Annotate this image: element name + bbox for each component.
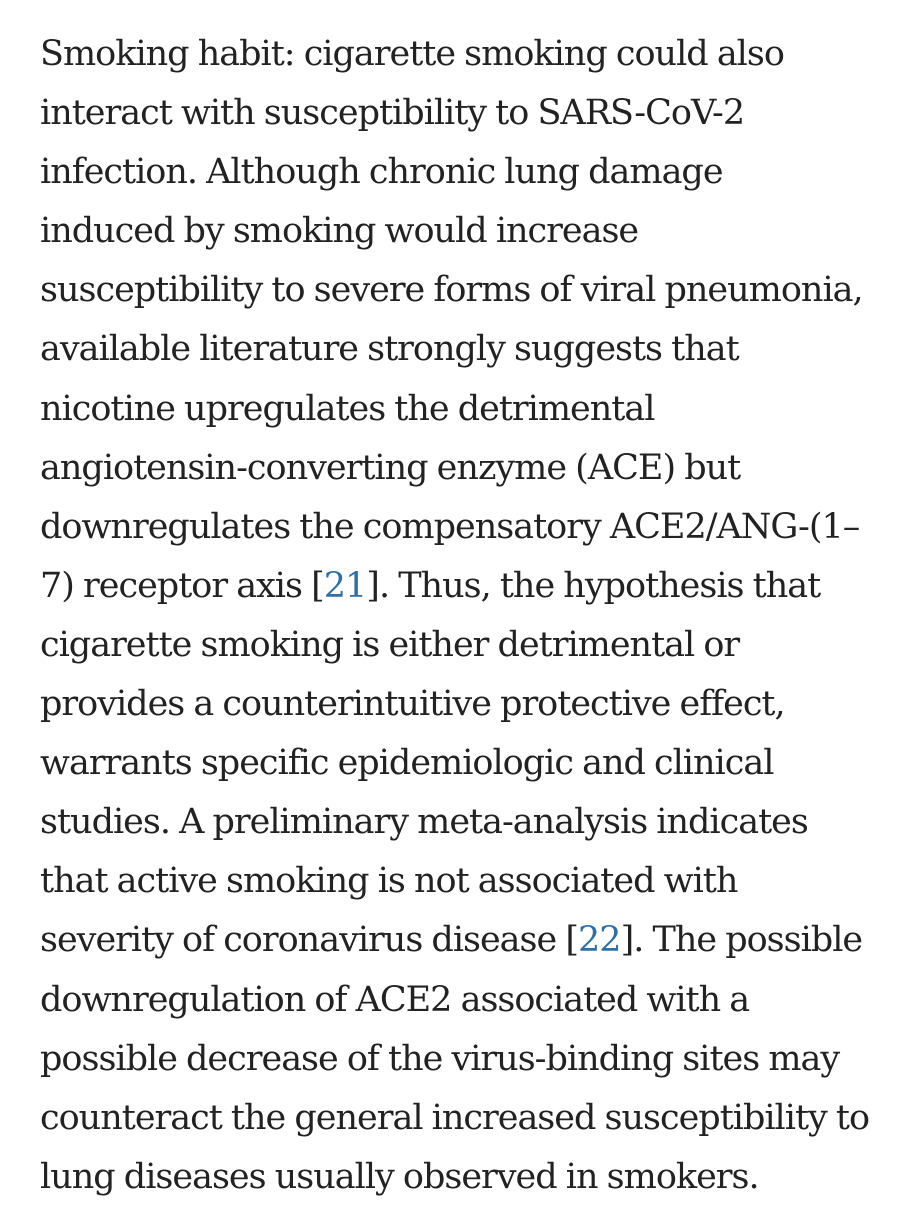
text-line: warrants specific epidemiologic and clinical	[40, 743, 774, 784]
text-line: angiotensin-converting enzyme (ACE) but	[40, 447, 741, 488]
text-line: induced by smoking would increase	[40, 211, 639, 252]
text-segment: 7) receptor axis	[40, 565, 312, 606]
text-line: cigarette smoking is either detrimental or	[40, 624, 740, 665]
citation-close-bracket: ]	[620, 920, 634, 961]
text-line-with-citation	[40, 911, 900, 970]
text-line: counteract the general increased susceptibility to	[40, 1097, 870, 1138]
text-line: studies. A preliminary meta-analysis indicates	[40, 802, 808, 843]
text-line: nicotine upregulates the detrimental	[40, 388, 655, 429]
text-line: that active smoking is not associated with	[40, 861, 738, 902]
text-line: downregulation of ACE2 associated with a	[40, 979, 750, 1020]
citation-open-bracket: [	[311, 565, 324, 606]
text-line: possible decrease of the virus-binding sites may	[40, 1038, 840, 1079]
citation-open-bracket: [	[565, 920, 579, 961]
text-segment: severity of coronavirus disease	[40, 920, 566, 961]
citation-link-21[interactable]: 21	[323, 565, 367, 606]
article-paragraph	[40, 25, 900, 1207]
text-line: available literature strongly suggests that	[40, 329, 739, 370]
text-line: infection. Although chronic lung damage	[40, 152, 723, 193]
text-line: Smoking habit: cigarette smoking could also	[40, 34, 784, 74]
text-line: downregulates the compensatory ACE2/ANG-(1–	[40, 506, 860, 547]
text-segment: . The possible	[633, 920, 863, 961]
citation-link-22[interactable]: 22	[578, 920, 621, 961]
citation-close-bracket: ]	[366, 565, 379, 606]
text-line: interact with susceptibility to SARS-CoV-2	[40, 93, 745, 134]
text-line: provides a counterintuitive protective effect,	[40, 684, 785, 725]
text-line: lung diseases usually observed in smokers.	[40, 1156, 759, 1197]
text-line: susceptibility to severe forms of viral pneumonia,	[40, 270, 863, 311]
text-line-with-citation	[40, 557, 900, 616]
text-segment: . Thus, the hypothesis that	[378, 565, 821, 606]
